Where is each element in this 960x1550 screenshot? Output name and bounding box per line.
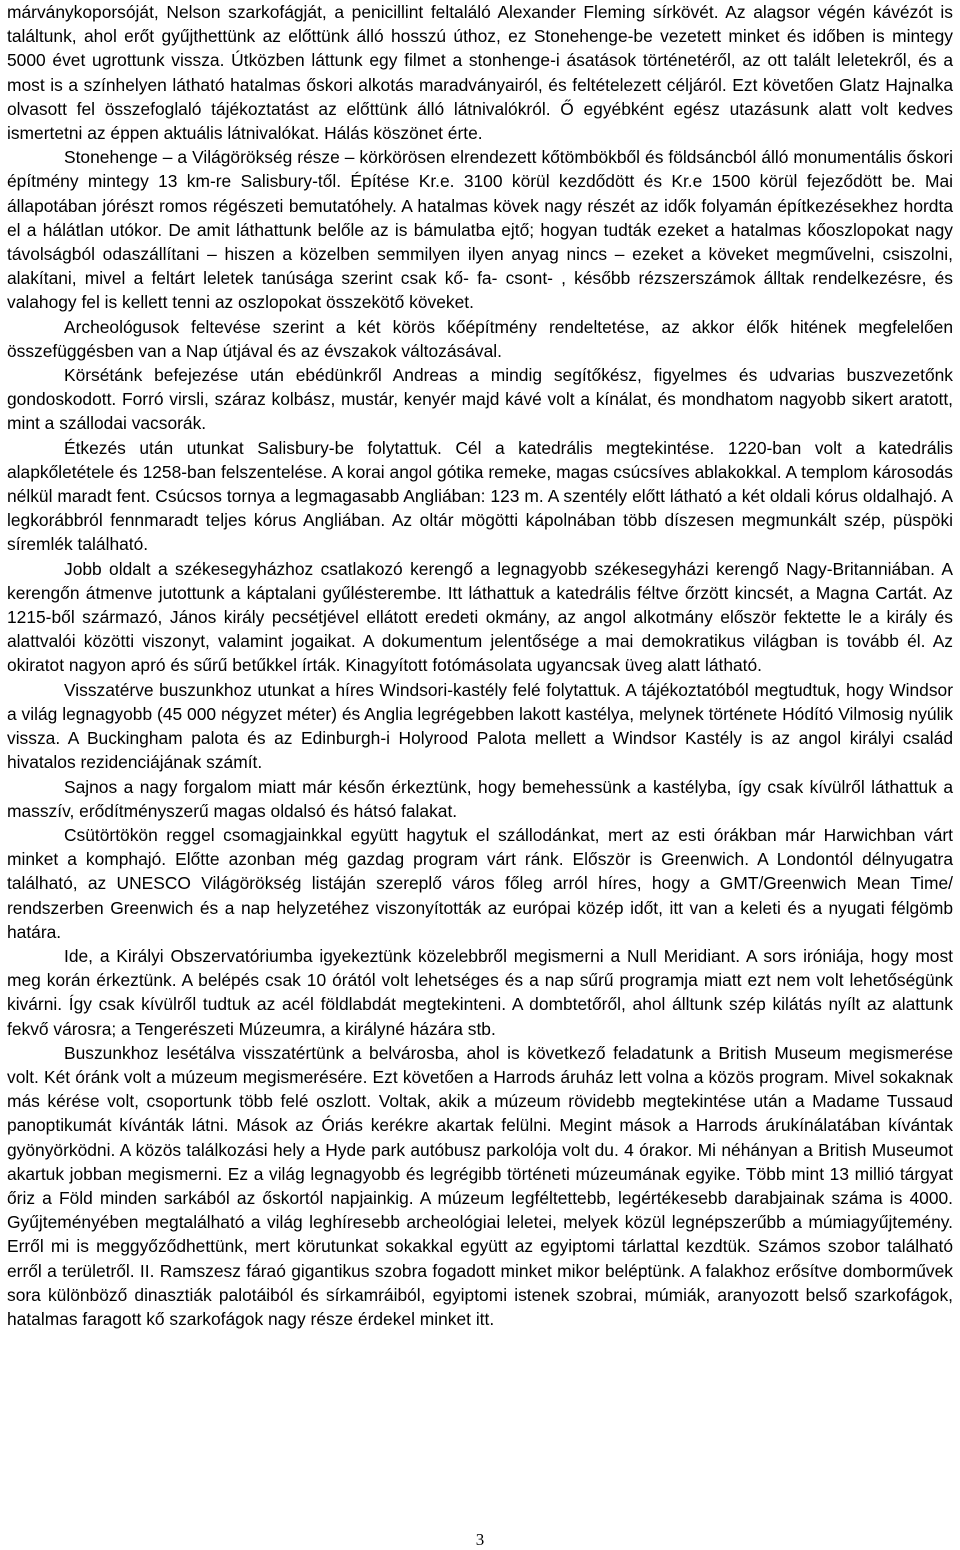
page-number: 3 (475, 1530, 485, 1549)
paragraph: Jobb oldalt a székesegyházhoz csatlakozó kerengő a legnagyobb székesegyházi kerengő Nagy-Britanniában. A kerengőn átmenve jutottunk a káptalani gyűlésterembe. Itt láthattuk a katedrális féltve őrzött kincsét, a Magna Cartát. Az 1215-ből származó, János király pecsétjével ellátott eredeti okmány, az angol alkotmány először fektette le a király és alattvalói közötti viszonyt, valamint jogaikat. A dokumentum jelentősége a mai demokratikus világban is tovább él. Az okiratot nagyon apró és sűrű betűkkel írták. Kinagyított fotómásolata ugyancsak üveg alatt látható. (7, 558, 953, 676)
paragraph: Archeológusok feltevése szerint a két körös kőépítmény rendeltetése, az akkor élők hitének megfelelően összefüggésben van a Nap útjával és az évszakok változásával. (7, 316, 953, 361)
paragraph: Csütörtökön reggel csomagjainkkal együtt hagytuk el szállodánkat, mert az esti órákban már Harwichban várt minket a komphajó. Előtte azonban még gazdag program várt ránk. Először is Greenwich. A Londontól délnyugatra található, az UNESCO Világörökség listáján szereplő város főleg arról híres, hogy a GMT/Greenwich Mean Time/ rendszerben Greenwich és a nap helyzetéhez viszonyították az európai közép időt, itt van a keleti és a nyugati félgömb határa. (7, 824, 953, 942)
paragraph: Ide, a Királyi Obszervatóriumba igyekeztünk közelebbről megismerni a Null Meridiant. A sors iróniája, hogy most meg korán érkeztünk. A belépés csak 10 órától volt lehetséges és a nap sűrű programja miatt ezt nem volt lehetőségünk kivárni. Így csak kívülről tudtuk az acél földlabdát megtekinteni. A dombtetőről, ahol álltunk szép kilátás nyílt az alattunk fekvő városra; a Tengerészeti Múzeumra, a királyné házára stb. (7, 945, 953, 1039)
paragraph: Stonehenge – a Világörökség része – körkörösen elrendezett kőtömbökből és földsáncból álló monumentális őskori építmény mintegy 13 km-re Salisbury-től. Építése Kr.e. 3100 körül kezdődött és Kr.e 1500 körül fejeződött be. Mai állapotában jórészt romos régészeti bemutatóhely. A hatalmas kövek nagy részét az idők folyamán építkezésekhez hordta el a hálátlan utókor. De amit láthattunk belőle az is bámulatba ejtő; hogyan tudták ezeket a hatalmas kőoszlopokat nagy távolságból odaszállítani – hiszen a közelben semmilyen ilyen anyag nincs – ezeket a köveket megművelni, csiszolni, alakítani, mivel a feltárt leletek tanúsága szerint csak kő- fa- csont- , később rézszerszámok álltak rendelkezésre, és valahogy fel is kellett tenni az oszlopokat összekötő köveket. (7, 147, 953, 313)
paragraph: Sajnos a nagy forgalom miatt már későn érkeztünk, hogy bemehessünk a kastélyba, így csak kívülről láthattuk a masszív, erődítményszerű magas oldalsó és hátsó falakat. (7, 776, 953, 821)
paragraph: Buszunkhoz lesétálva visszatértünk a belvárosba, ahol is következő feladatunk a British Museum megismerése volt. Két óránk volt a múzeum megismerésére. Ezt követően a Harrods áruház lett volna a közös program. Mivel sokaknak más kérése volt, csoportunk több felé oszlott. Voltak, akik a múzeum rövidebb megtekintése után a Madame Tussaud panoptikumát kívánták látni. Mások az Óriás kerékre akartak felülni. Megint mások a Harrods árukínálatában kívántak gyönyörködni. A közös találkozási hely a Hyde park autóbusz parkolója volt du. 4 órakor. Mi néhányan a British Museumot akartuk jobban megismerni. Ez a világ legnagyobb és legrégibb történeti múzeumának egyike. Több mint 13 millió tárgyat őriz a Föld minden sarkából az őskortól napjainkig. A múzeum legféltettebb, legértékesebb darabjainak száma is 4000. Gyűjteményében megtalálható a világ leghíresebb archeológiai leletei, melyek közül legnépszerűbb a múmiagyűjtemény. Erről mi is meggyőződhettünk, mert körutunkat sokakkal együtt az egyiptomi tárlattal kezdtük. Számos szobor található erről a területről. II. Ramszesz fáraó gigantikus szobra fogadott minket mikor beléptünk. A falakhoz erősítve domborművek sora különböző dinasztiák palotáiból és sírkamráiból, egyiptomi istenek szobrai, múmiák, aranyozott belső szarkofágok, hatalmas faragott kő szarkofágok nagy része érdekel minket itt. (7, 1042, 953, 1329)
paragraph: Visszatérve buszunkhoz utunkat a híres Windsori-kastély felé folytattuk. A tájékoztatóból megtudtuk, hogy Windsor a világ legnagyobb (45 000 négyzet méter) és Anglia legrégebben lakott kastélya, melynek története Hódító Vilmosig nyúlik vissza. A Buckingham palota és az Edinburgh-i Holyrood Palota mellett a Windsor Kastély is az angol királyi család hivatalos rezidenciájának számít. (7, 679, 953, 773)
paragraph: márványkoporsóját, Nelson szarkofágját, a penicillint feltaláló Alexander Fleming sírkövét. Az alagsor végén kávézót is találtunk, ahol erőt gyűjthettünk az előttünk álló hosszú úthoz, ez Stonehenge-be vezetett minket és időben is mintegy 5000 évet ugrottunk vissza. Útközben láttunk egy filmet a stonhenge-i ásatások történetéről, az ott talált leletekről, és a most is a színhelyen látható hatalmas őskori alkotás maradványairól, és feltételezett céljáról. Ezt követően Glatz Hajnalka olvasott fel összefoglaló tájékoztatást az előttünk álló látnivalókról. Ő egyébként egész utazásunk alatt volt kedves ismertetni az éppen aktuális látnivalókat. Hálás köszönet érte. (7, 2, 953, 144)
document-page (7, 0, 953, 1331)
paragraph: Étkezés után utunkat Salisbury-be folytattuk. Cél a katedrális megtekintése. 1220-ban volt a katedrális alapkőletétele és 1258-ban felszentelése. A korai angol gótika remeke, magas csúcsíves ablakokkal. A templom károsodás nélkül maradt fent. Csúcsos tornya a legmagasabb Angliában: 123 m. A szentély előtt látható a két oldali kórus oldalhajó. A legkorábbról fennmaradt teljes kórus Angliában. Az oltár mögötti kápolnában több díszesen megmunkált szép, püspöki síremlék található. (7, 437, 953, 555)
paragraph: Körsétánk befejezése után ebédünkről Andreas a mindig segítőkész, figyelmes és udvarias buszvezetőnk gondoskodott. Forró virsli, száraz kolbász, mustár, kenyér majd kávé volt a kínálat, és mondhatom nagyobb sikert aratott, mint a szállodai vacsorák. (7, 365, 953, 434)
